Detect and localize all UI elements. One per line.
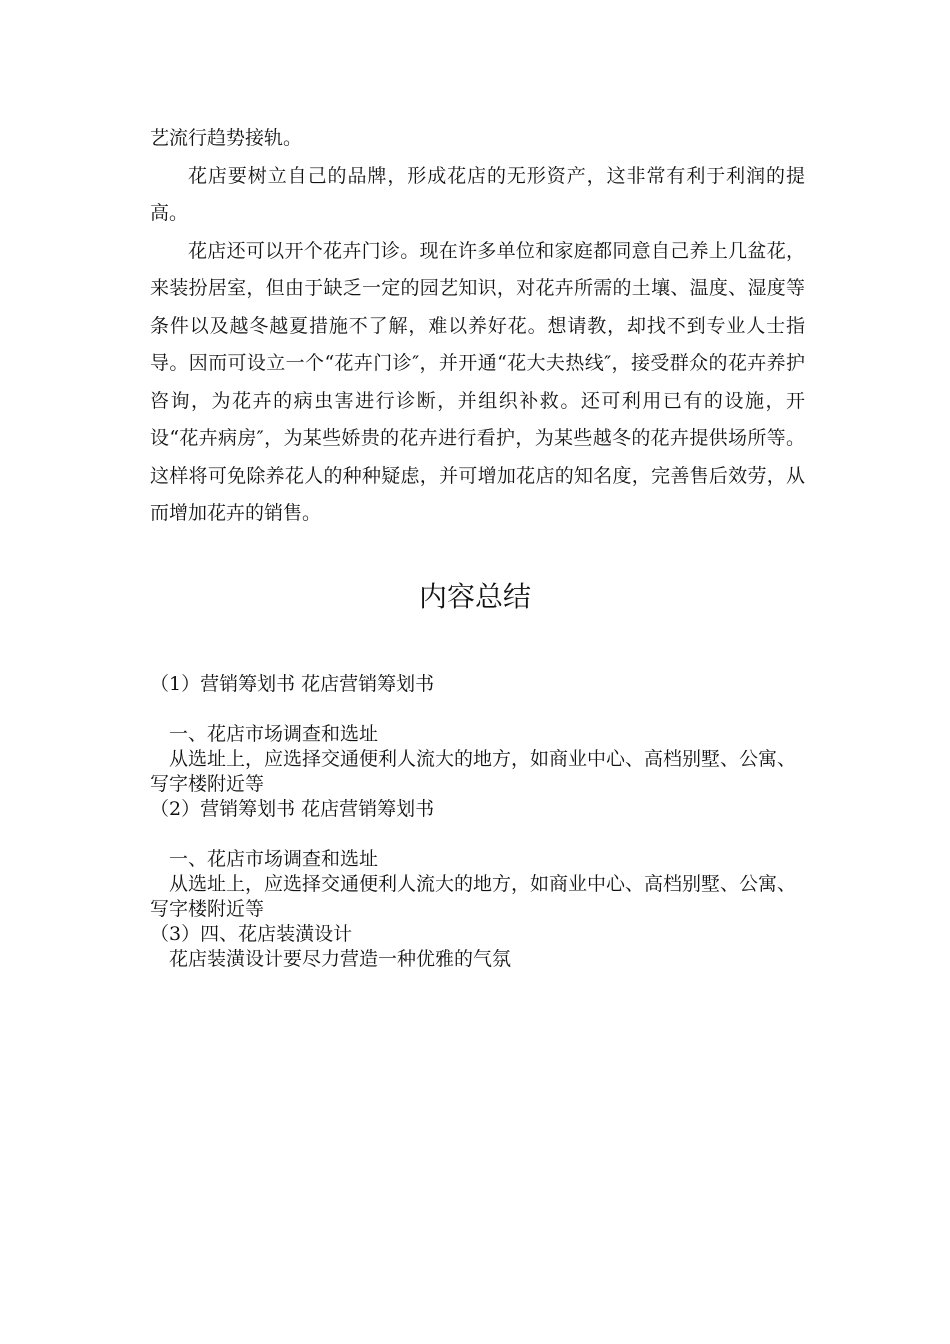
summary-item-detail: 从选址上，应选择交通便利人流大的地方，如商业中心、高档别墅、公寓、写字楼附近等 <box>150 873 797 920</box>
summary-item-sub: 一、花店市场调查和选址 <box>169 848 379 870</box>
summary-item-sub: 一、花店市场调查和选址 <box>169 723 379 745</box>
summary-item <box>150 797 810 922</box>
summary-item-detail: 花店装潢设计要尽力营造一种优雅的气氛 <box>169 948 512 970</box>
summary-title: 内容总结 <box>418 580 531 613</box>
paragraph-brand: 花店要树立自己的品牌，形成花店的无形资产，这非常有利于利润的提高。 <box>150 164 805 224</box>
summary-spacer <box>150 697 810 722</box>
paragraph-continuation: 艺流行趋势接轨。 <box>150 127 303 149</box>
summary-item-head: （3）四、花店装潢设计 <box>150 923 353 945</box>
summary-item-head: （1）营销筹划书 花店营销筹划书 <box>150 673 435 695</box>
summary-list <box>150 672 810 972</box>
summary-item-detail: 从选址上，应选择交通便利人流大的地方，如商业中心、高档别墅、公寓、写字楼附近等 <box>150 748 797 795</box>
summary-item <box>150 672 810 797</box>
body-text <box>150 120 805 533</box>
summary-item-head: （2）营销筹划书 花店营销筹划书 <box>150 798 435 820</box>
summary-spacer <box>150 822 810 847</box>
paragraph-clinic: 花店还可以开个花卉门诊。现在许多单位和家庭都同意自己养上几盆花，来装扮居室，但由于缺乏一定的园艺知识，对花卉所需的土壤、温度、湿度等条件以及越冬越夏措施不了解，难以养好花。想请教，却找不到专业人士指导。因而可设立一个“花卉门诊″，并开通“花大夫热线″，接受群众的花卉养护咨询，为花卉的病虫害进行诊断，并组织补救。还可利用已有的设施，开设“花卉病房″，为某些娇贵的花卉进行看护，为某些越冬的花卉提供场所等。这样将可免除养花人的种种疑虑，并可增加花店的知名度，完善售后效劳，从而增加花卉的销售。 <box>150 239 805 524</box>
summary-item <box>150 922 810 972</box>
